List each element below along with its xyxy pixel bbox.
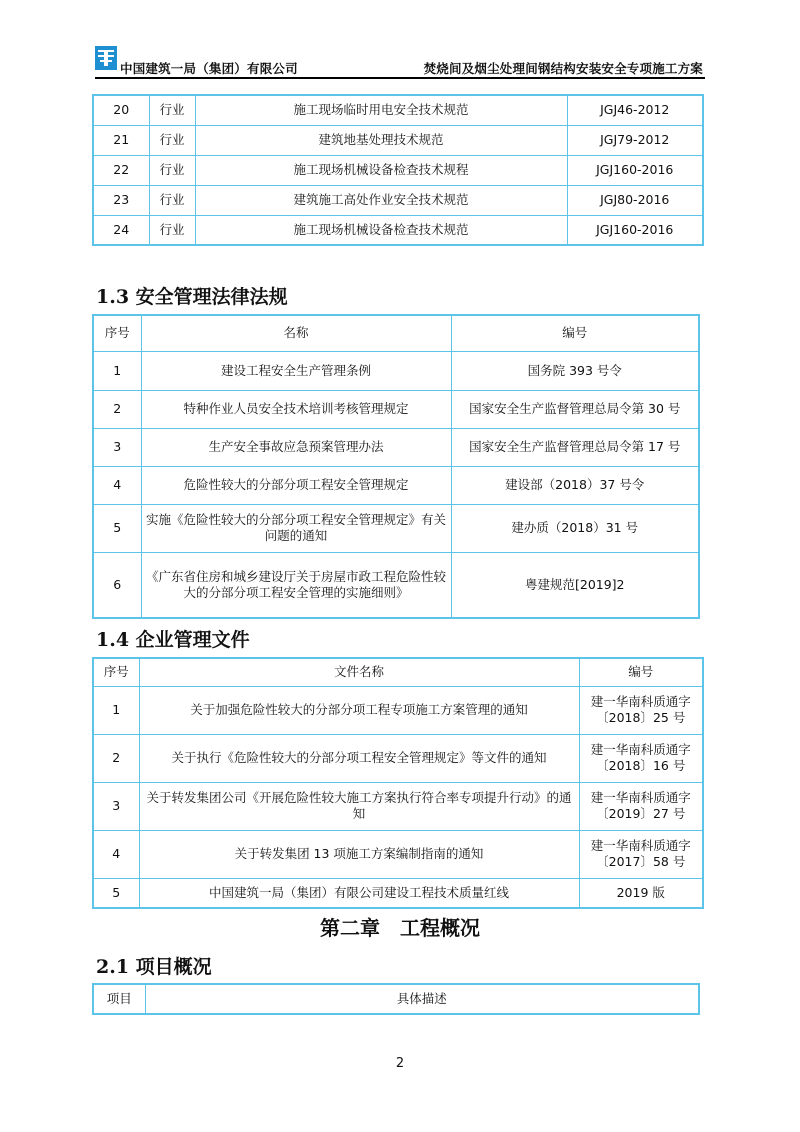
row-title: 关于执行《危险性较大的分部分项工程安全管理规定》等文件的通知: [139, 734, 579, 782]
table-row: [93, 185, 703, 215]
row-index: 3: [93, 782, 139, 830]
row-category: 行业: [149, 125, 195, 155]
header-rule: [95, 77, 705, 79]
row-code: 国家安全生产监督管理总局令第 30 号: [451, 390, 699, 428]
row-index: 4: [93, 830, 139, 878]
row-title: 实施《危险性较大的分部分项工程安全管理规定》有关问题的通知: [141, 504, 451, 552]
row-title: 建筑施工高处作业安全技术规范: [195, 185, 567, 215]
row-code: JGJ79-2012: [567, 125, 703, 155]
row-code: 建一华南科质通字〔2017〕58 号: [579, 830, 703, 878]
row-code: 建设部（2018）37 号令: [451, 466, 699, 504]
row-code: JGJ160-2016: [567, 155, 703, 185]
row-category: 行业: [149, 215, 195, 245]
row-code: 国家安全生产监督管理总局令第 17 号: [451, 428, 699, 466]
section-heading-1-4: 1.4 企业管理文件: [96, 629, 250, 651]
table-row: [93, 552, 699, 618]
table-row: [93, 390, 699, 428]
row-title: 《广东省住房和城乡建设厅关于房屋市政工程危险性较大的分部分项工程安全管理的实施细则》: [141, 552, 451, 618]
row-title: 施工现场机械设备检查技术规程: [195, 155, 567, 185]
row-index: 24: [93, 215, 149, 245]
table-header-row: [93, 984, 699, 1014]
row-title: 关于转发集团 13 项施工方案编制指南的通知: [139, 830, 579, 878]
row-title: 特种作业人员安全技术培训考核管理规定: [141, 390, 451, 428]
table-row: [93, 466, 699, 504]
row-code: 建办质（2018）31 号: [451, 504, 699, 552]
row-title: 关于转发集团公司《开展危险性较大施工方案执行符合率专项提升行动》的通知: [139, 782, 579, 830]
row-title: 建设工程安全生产管理条例: [141, 351, 451, 390]
section-heading-2-1: 2.1 项目概况: [96, 956, 212, 978]
row-index: 1: [93, 686, 139, 734]
row-category: 行业: [149, 185, 195, 215]
row-index: 3: [93, 428, 141, 466]
column-header: 名称: [141, 315, 451, 351]
page-number: 2: [395, 1056, 405, 1071]
row-index: 6: [93, 552, 141, 618]
column-header: 编号: [451, 315, 699, 351]
row-title: 施工现场机械设备检查技术规范: [195, 215, 567, 245]
row-index: 2: [93, 390, 141, 428]
column-header: 项目: [93, 984, 145, 1014]
row-code: 建一华南科质通字〔2019〕27 号: [579, 782, 703, 830]
table-row: [93, 686, 703, 734]
table-row: [93, 215, 703, 245]
row-index: 20: [93, 95, 149, 125]
row-category: 行业: [149, 155, 195, 185]
document-title: 焚烧间及烟尘处理间钢结构安装安全专项施工方案: [423, 61, 703, 76]
column-header: 编号: [579, 658, 703, 686]
column-header: 具体描述: [145, 984, 699, 1014]
row-code: 建一华南科质通字〔2018〕16 号: [579, 734, 703, 782]
cscec-logo-icon: [95, 46, 117, 70]
section-heading-1-3: 1.3 安全管理法律法规: [96, 286, 288, 308]
safety-regulations-table: [92, 314, 700, 619]
row-code: JGJ80-2016: [567, 185, 703, 215]
standards-table: [92, 94, 704, 246]
table-row: [93, 734, 703, 782]
row-title: 中国建筑一局（集团）有限公司建设工程技术质量红线: [139, 878, 579, 908]
row-index: 5: [93, 878, 139, 908]
row-title: 关于加强危险性较大的分部分项工程专项施工方案管理的通知: [139, 686, 579, 734]
row-title: 建筑地基处理技术规范: [195, 125, 567, 155]
row-title: 施工现场临时用电安全技术规范: [195, 95, 567, 125]
column-header: 序号: [93, 315, 141, 351]
row-code: JGJ46-2012: [567, 95, 703, 125]
row-index: 21: [93, 125, 149, 155]
company-name: 中国建筑一局（集团）有限公司: [120, 61, 298, 76]
row-title: 危险性较大的分部分项工程安全管理规定: [141, 466, 451, 504]
table-row: [93, 504, 699, 552]
row-code: 建一华南科质通字〔2018〕25 号: [579, 686, 703, 734]
enterprise-documents-table: [92, 657, 704, 909]
chapter-title: 第二章 工程概况: [320, 916, 480, 940]
row-index: 22: [93, 155, 149, 185]
table-header-row: [93, 315, 699, 351]
row-index: 1: [93, 351, 141, 390]
page-header: [95, 44, 705, 80]
table-row: [93, 155, 703, 185]
project-overview-table: [92, 983, 700, 1015]
row-code: JGJ160-2016: [567, 215, 703, 245]
row-code: 2019 版: [579, 878, 703, 908]
column-header: 文件名称: [139, 658, 579, 686]
row-code: 粤建规范[2019]2: [451, 552, 699, 618]
row-code: 国务院 393 号令: [451, 351, 699, 390]
table-row: [93, 782, 703, 830]
table-header-row: [93, 658, 703, 686]
row-index: 23: [93, 185, 149, 215]
table-row: [93, 351, 699, 390]
row-index: 2: [93, 734, 139, 782]
row-index: 4: [93, 466, 141, 504]
table-row: [93, 125, 703, 155]
column-header: 序号: [93, 658, 139, 686]
row-category: 行业: [149, 95, 195, 125]
table-row: [93, 428, 699, 466]
table-row: [93, 878, 703, 908]
row-index: 5: [93, 504, 141, 552]
row-title: 生产安全事故应急预案管理办法: [141, 428, 451, 466]
table-row: [93, 830, 703, 878]
table-row: [93, 95, 703, 125]
